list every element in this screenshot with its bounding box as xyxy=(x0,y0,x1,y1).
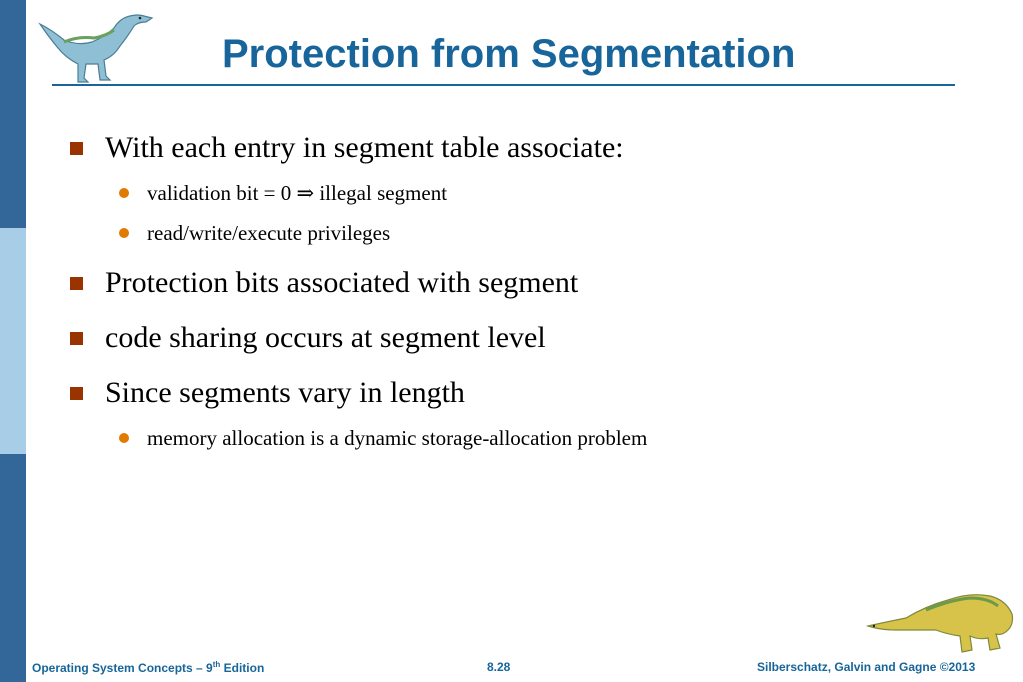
square-bullet-icon xyxy=(70,332,83,345)
bullet-text: Since segments vary in length xyxy=(105,376,465,409)
sub-bullet-item xyxy=(119,220,390,246)
bullet-item xyxy=(70,265,578,301)
bullet-text: Protection bits associated with segment xyxy=(105,266,579,299)
side-bar-top xyxy=(0,0,26,228)
dinosaur-logo-icon xyxy=(34,6,158,84)
side-bar-middle xyxy=(0,228,26,454)
sub-bullet-item xyxy=(119,425,647,451)
square-bullet-icon xyxy=(70,277,83,290)
sub-bullet-text: memory allocation is a dynamic storage-allocation problem xyxy=(147,426,648,450)
round-bullet-icon xyxy=(119,433,129,443)
bullet-item xyxy=(70,375,465,411)
footer-page-number: 8.28 xyxy=(487,660,511,674)
sub-bullet-text: read/write/execute privileges xyxy=(147,221,391,245)
footer-copyright: Silberschatz, Galvin and Gagne ©2013 xyxy=(757,660,976,674)
slide-title: Protection from Segmentation xyxy=(222,32,796,76)
sub-bullet-text: validation bit = 0 ⇒ illegal segment xyxy=(147,181,448,205)
side-bar-bottom xyxy=(0,454,26,682)
title-divider xyxy=(52,84,955,86)
round-bullet-icon xyxy=(119,228,129,238)
sub-bullet-item xyxy=(119,180,447,206)
bullet-text: code sharing occurs at segment level xyxy=(105,321,546,354)
square-bullet-icon xyxy=(70,142,83,155)
bullet-item xyxy=(70,130,624,166)
square-bullet-icon xyxy=(70,387,83,400)
footer-book-title: Operating System Concepts – 9th Edition xyxy=(32,660,265,675)
bullet-text: With each entry in segment table associate: xyxy=(105,131,624,164)
round-bullet-icon xyxy=(119,188,129,198)
dinosaur-footer-icon xyxy=(866,584,1016,656)
bullet-item xyxy=(70,320,546,356)
